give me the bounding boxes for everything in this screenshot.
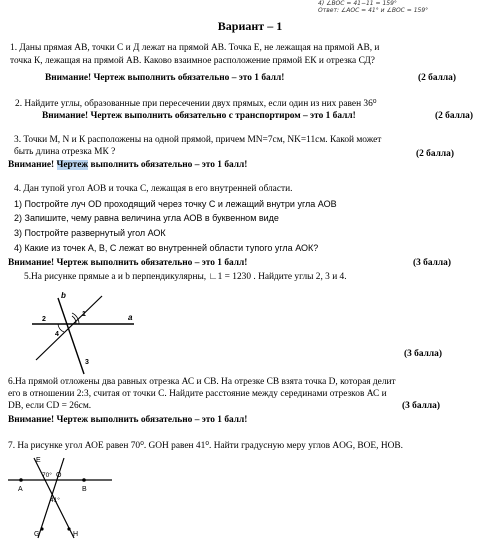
q5-label-b: b (61, 291, 66, 300)
q7-figure (6, 454, 116, 541)
q3-note (8, 160, 247, 171)
q1-points: (2 балла) (418, 73, 456, 83)
q6-line-2: его в отношении 2:3, считая от точки С. Найдите расстояние между серединами отрезков АС и (8, 389, 387, 399)
q7-label-g: G (34, 531, 40, 538)
q7-point-h (67, 527, 70, 530)
q3-note-highlight: Чертеж (56, 160, 89, 170)
q6-line-1: 6.На прямой отложены два равных отрезка АС и СВ. На отрезке СВ взята точка D, которая делит (8, 377, 396, 387)
q3-line-2: быть длина отрезка МК ? (14, 147, 116, 157)
q3-points: (2 балла) (416, 149, 454, 159)
q4-item-1: 1) Постройте луч OD проходящий через точку С и лежащий внутри угла АОВ (14, 199, 337, 209)
q7-point-b (82, 478, 86, 482)
q7-line-1: 7. На рисунке угол АОЕ равен 70⁰. GOH равен 41⁰. Найти градусную меру углов AOG, BOE, HOB. (8, 441, 403, 451)
q2-line-1: 2. Найдите углы, образованные при пересечении двух прямых, если один из них равен 36⁰ (15, 99, 377, 109)
q4-item-2: 2) Запишите, чему равна величина угла АОВ в буквенном виде (14, 213, 279, 223)
q5-line-b (58, 298, 84, 374)
q7-label-b: B (82, 486, 87, 493)
q4-points: (3 балла) (413, 258, 451, 268)
q3-note-part-b: выполнить обязательно – это 1 балл! (88, 160, 248, 170)
q5-points: (3 балла) (404, 349, 442, 359)
q5-label-a: a (128, 313, 133, 322)
q7-label-e: E (36, 457, 41, 464)
handwritten-line-2: Ответ: ∠AOC = 41° и ∠BOC = 159° (318, 7, 429, 14)
q1-line-2: точка К, лежащая на прямой АВ. Каково взаимное расположение прямой ЕК и отрезка СД? (10, 56, 375, 66)
variant-title: Вариант – 1 (217, 19, 283, 33)
q5-label-2: 2 (42, 316, 46, 323)
q4-line-1: 4. Дан тупой угол АОВ и точка С, лежащая в его внутренней области. (14, 184, 293, 194)
q5-figure (28, 286, 138, 376)
q7-label-41: 41° (50, 497, 60, 504)
q5-label-3: 3 (85, 359, 89, 366)
q1-line-1: 1. Даны прямая АВ, точки С и Д лежат на прямой АВ. Точка Е, не лежащая на прямой АВ, и (10, 43, 380, 53)
q7-label-70: 70° (42, 472, 52, 479)
q7-label-o: O (56, 472, 62, 479)
q4-item-3: 3) Постройте развернутый угол АОК (14, 228, 166, 238)
q3-note-part-a: Внимание! (8, 160, 57, 170)
q7-label-a: A (18, 486, 23, 493)
q4-note: Внимание! Чертеж выполнить обязательно – это 1 балл! (8, 258, 248, 268)
q7-point-a (19, 478, 23, 482)
q6-note: Внимание! Чертеж выполнить обязательно – это 1 балл! (8, 415, 248, 425)
q2-points: (2 балла) (435, 111, 473, 121)
q6-points: (3 балла) (402, 401, 440, 411)
handwritten-line-1: 4) ∠BOC = 41−11 = 159° (318, 0, 397, 7)
q5-label-1: 1 (82, 311, 86, 318)
q3-line-1: 3. Точки М, N и К расположены на одной прямой, причем MN=7см, NK=11см. Какой может (14, 135, 382, 145)
q4-item-4: 4) Какие из точек А, В, С лежат во внутренней области тупого угла АОК? (14, 243, 319, 253)
q5-transversal (36, 296, 102, 360)
q6-line-3: DB, если CD = 26см. (8, 401, 92, 411)
q5-line-1: 5.На рисунке прямые a и b перпендикулярны, ∟1 = 1230 . Найдите углы 2, 3 и 4. (24, 272, 347, 282)
q2-note: Внимание! Чертеж выполнить обязательно с транспортиром – это 1 балл! (42, 111, 356, 121)
q7-label-h: H (73, 531, 79, 538)
q1-note: Внимание! Чертеж выполнить обязательно – это 1 балл! (45, 73, 285, 83)
handwritten-answer (318, 0, 498, 14)
q7-point-g (40, 527, 43, 530)
q5-label-4: 4 (55, 331, 59, 338)
